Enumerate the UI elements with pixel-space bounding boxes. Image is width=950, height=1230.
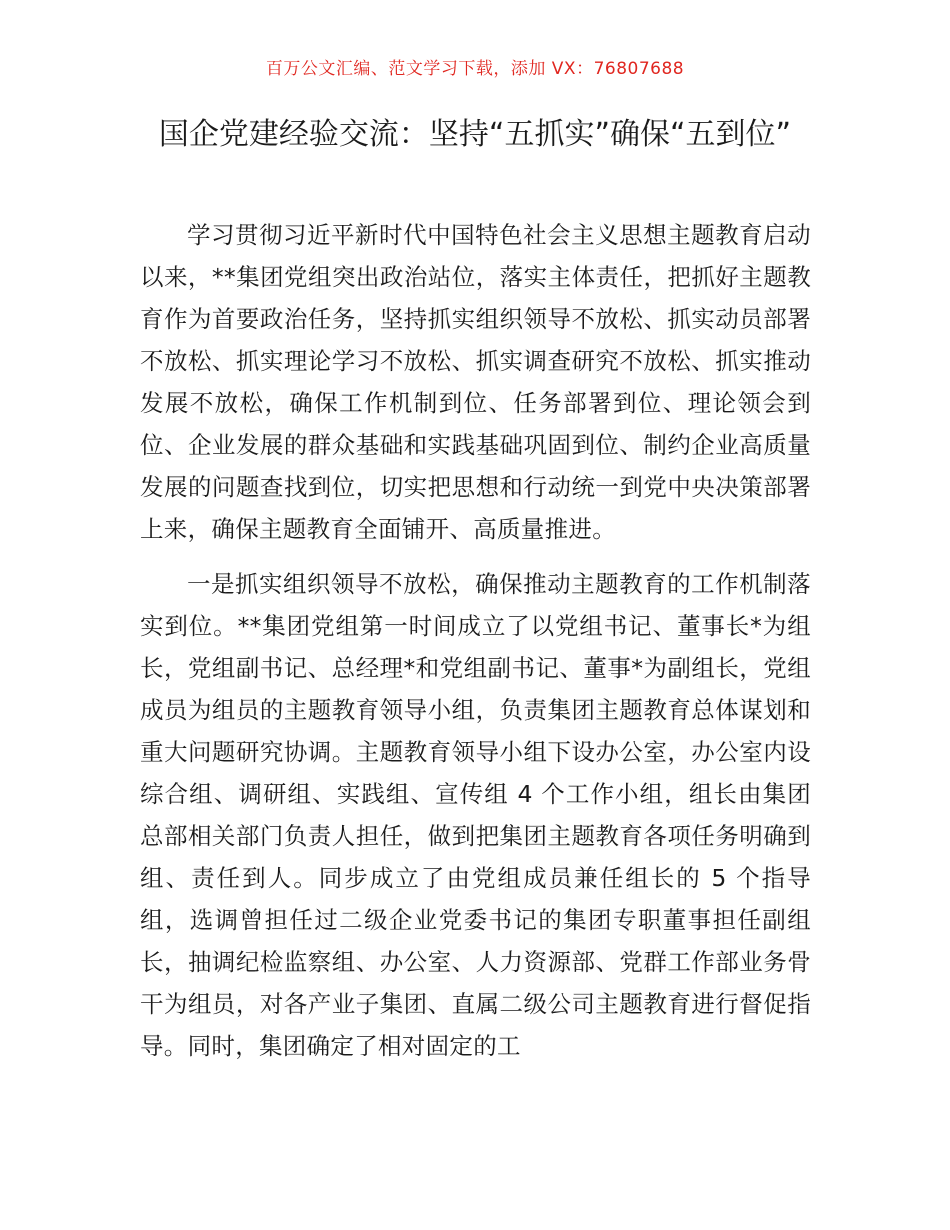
document-title: 国企党建经验交流：坚持“五抓实”确保“五到位” (158, 117, 792, 152)
paragraph-intro: 学习贯彻习近平新时代中国特色社会主义思想主题教育启动以来，**集团党组突出政治站位，落实主体责任，把抓好主题教育作为首要政治任务，坚持抓实组织领导不放松、抓实动员部署不放松、抓实理论学习不放松、抓实调查研究不放松、抓实推动发展不放松，确保工作机制到位、任务部署到位、理论领会到位、企业发展的群众基础和实践基础巩固到位、制约企业高质量发展的问题查找到位，切实把思想和行动统一到党中央决策部署上来，确保主题教育全面铺开、高质量推进。 (140, 221, 811, 543)
paragraph-point-one: 一是抓实组织领导不放松，确保推动主题教育的工作机制落实到位。**集团党组第一时间成立了以党组书记、董事长*为组长，党组副书记、总经理*和党组副书记、董事*为副组长，党组成员为组员的主题教育领导小组，负责集团主题教育总体谋划和重大问题研究协调。主题教育领导小组下设办公室，办公室内设综合组、调研组、实践组、宣传组 4 个工作小组，组长由集团总部相关部门负责人担任，做到把集团主题教育各项任务明确到组、责任到人。同步成立了由党组成员兼任组长的 5 个指导组，选调曾担任过二级企业党委书记的集团专职董事担任副组长，抽调纪检监察组、办公室、人力资源部、党群工作部业务骨干为组员，对各产业子集团、直属二级公司主题教育进行督促指导。同时，集团确定了相对固定的工 (140, 570, 811, 1060)
document-body (140, 214, 811, 1080)
promo-banner: 百万公文汇编、范文学习下载，添加 VX：76807688 (265, 59, 685, 79)
